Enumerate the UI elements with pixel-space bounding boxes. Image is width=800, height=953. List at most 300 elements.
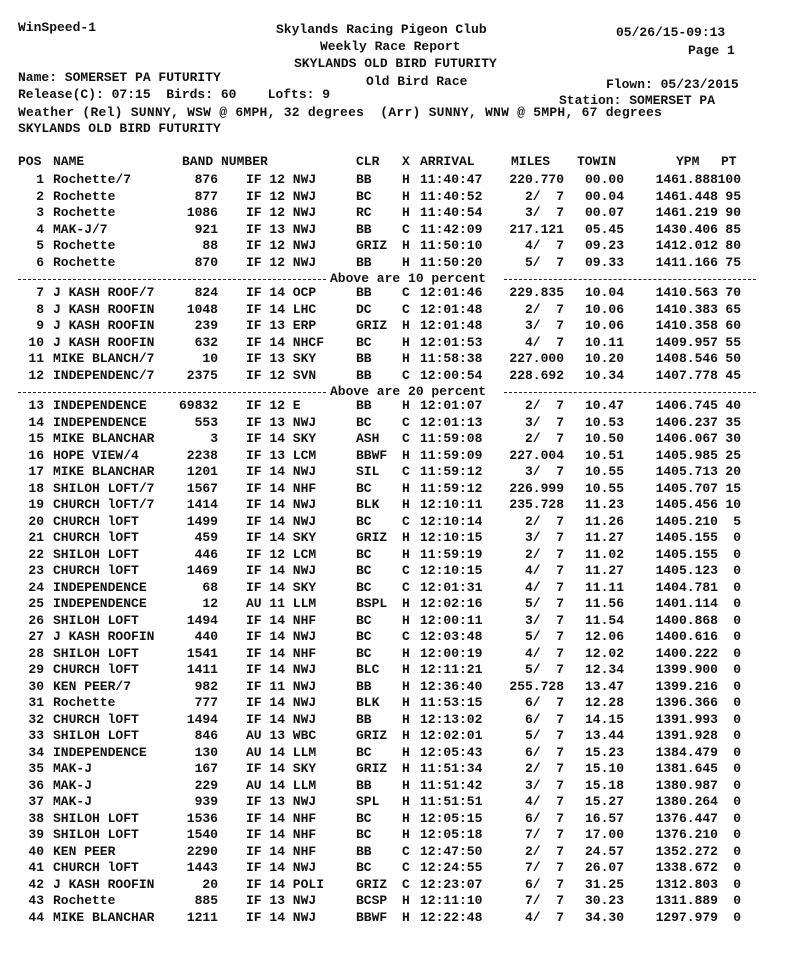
cell-arrival: 12:02:01 xyxy=(420,728,483,743)
cell-band: 1414 xyxy=(186,497,218,512)
table-row xyxy=(0,695,800,712)
cell-band2: AU 13 WBC xyxy=(246,728,317,743)
cell-x: H xyxy=(402,612,410,628)
cell-pos: 4 xyxy=(36,221,44,237)
cell-clr: BC xyxy=(356,612,372,628)
col-pos: POS xyxy=(18,154,42,169)
cell-band: 1469 xyxy=(186,563,218,578)
cell-x: H xyxy=(402,678,410,694)
cell-x: C xyxy=(402,629,410,644)
cell-pos: 25 xyxy=(28,596,44,611)
cell-pos: 5 xyxy=(36,238,44,253)
table-row xyxy=(0,728,800,745)
cell-towin: 15.18 xyxy=(584,777,624,793)
cell-band2: IF 14 NWJ xyxy=(246,629,317,644)
cell-towin: 11.23 xyxy=(584,497,624,512)
cell-band: 1211 xyxy=(186,909,218,925)
cell-band2: IF 12 SVN xyxy=(246,367,317,383)
cell-clr: BB xyxy=(356,678,372,694)
table-row xyxy=(0,285,800,302)
cell-band2: IF 14 SKY xyxy=(246,431,317,446)
cell-arrival: 11:40:47 xyxy=(420,172,483,187)
cell-pt: 55 xyxy=(725,334,741,350)
cell-ypm: 1400.222 xyxy=(655,645,718,661)
cell-ypm: 1405.210 xyxy=(655,513,718,529)
cell-pos: 6 xyxy=(36,254,44,270)
cell-arrival: 12:03:48 xyxy=(420,629,483,644)
cell-band: 459 xyxy=(194,530,218,545)
cell-pt: 0 xyxy=(733,860,741,875)
cell-clr: BC xyxy=(356,827,372,842)
cell-pt: 50 xyxy=(725,351,741,366)
cell-x: C xyxy=(402,367,410,383)
cell-band: 553 xyxy=(194,414,218,430)
cell-x: C xyxy=(402,513,410,529)
cell-pos: 31 xyxy=(28,695,44,710)
table-row xyxy=(0,580,800,597)
table-row xyxy=(0,351,800,368)
cell-towin: 11.54 xyxy=(584,612,624,628)
cell-name: INDEPENDENCE xyxy=(53,414,147,430)
cell-arrival: 11:51:51 xyxy=(420,794,483,809)
cell-band2: IF 13 NWJ xyxy=(246,893,317,908)
cell-band: 229 xyxy=(194,777,218,793)
cell-arrival: 11:50:20 xyxy=(420,254,483,270)
cell-clr: GRIZ xyxy=(356,530,388,545)
report-title: Weekly Race Report xyxy=(320,39,461,54)
cell-miles: 5/ 7 xyxy=(524,596,564,611)
cell-towin: 10.20 xyxy=(584,351,624,366)
cell-band: 1048 xyxy=(186,301,218,317)
cell-arrival: 12:36:40 xyxy=(420,678,483,694)
cell-band2: AU 14 LLM xyxy=(246,777,317,793)
cell-name: CHURCH lOFT xyxy=(53,711,139,727)
cell-miles: 6/ 7 xyxy=(524,810,564,826)
cell-towin: 10.11 xyxy=(584,334,624,350)
cell-towin: 11.27 xyxy=(584,563,624,578)
cell-pos: 28 xyxy=(28,645,44,661)
cell-band2: AU 11 LLM xyxy=(246,596,317,611)
cell-band: 12 xyxy=(202,596,218,611)
cell-ypm: 1410.563 xyxy=(655,285,718,300)
cell-ypm: 1376.210 xyxy=(655,827,718,842)
cell-towin: 13.44 xyxy=(584,728,624,743)
cell-arrival: 11:53:15 xyxy=(420,695,483,710)
col-ypm: YPM xyxy=(676,154,700,169)
cell-clr: BB xyxy=(356,367,372,383)
cell-ypm: 1380.264 xyxy=(655,794,718,809)
cell-pos: 38 xyxy=(28,810,44,826)
cell-pos: 9 xyxy=(36,318,44,333)
cell-x: C xyxy=(402,843,410,859)
cell-ypm: 1405.155 xyxy=(655,546,718,562)
cell-band: 1499 xyxy=(186,513,218,529)
cell-x: H xyxy=(402,695,410,710)
cell-clr: GRIZ xyxy=(356,876,388,892)
cell-arrival: 11:59:09 xyxy=(420,447,483,463)
cell-clr: GRIZ xyxy=(356,238,388,253)
cell-arrival: 12:10:15 xyxy=(420,530,483,545)
cell-pt: 0 xyxy=(733,596,741,611)
cell-clr: BB xyxy=(356,777,372,793)
cell-band2: IF 14 NHF xyxy=(246,612,317,628)
cell-clr: BC xyxy=(356,563,372,578)
cell-miles: 2/ 7 xyxy=(524,301,564,317)
cell-ypm: 1405.985 xyxy=(655,447,718,463)
cell-arrival: 11:51:42 xyxy=(420,777,483,793)
cell-ypm: 1311.889 xyxy=(655,893,718,908)
cell-arrival: 11:59:12 xyxy=(420,480,483,496)
cell-arrival: 12:01:53 xyxy=(420,334,483,350)
cell-arrival: 12:05:15 xyxy=(420,810,483,826)
cell-pt: 0 xyxy=(733,794,741,809)
cell-pos: 8 xyxy=(36,301,44,317)
cell-towin: 12.06 xyxy=(584,629,624,644)
cell-name: J KASH ROOFIN xyxy=(53,301,155,317)
cell-band2: IF 14 NWJ xyxy=(246,563,317,578)
race-type: Old Bird Race xyxy=(366,74,468,89)
cell-name: KEN PEER xyxy=(53,843,116,859)
cell-pt: 75 xyxy=(725,254,741,270)
cell-name: J KASH ROOFIN xyxy=(53,876,155,892)
cell-miles: 227.004 xyxy=(509,447,564,463)
cell-miles: 3/ 7 xyxy=(524,530,564,545)
cell-clr: SPL xyxy=(356,794,380,809)
cell-towin: 15.27 xyxy=(584,794,624,809)
cell-x: H xyxy=(402,662,410,677)
cell-ypm: 1404.781 xyxy=(655,579,718,595)
table-row xyxy=(0,431,800,448)
cell-name: MIKE BLANCH/7 xyxy=(53,351,155,366)
cell-band: 1411 xyxy=(186,662,218,677)
cell-name: SHILOH LOFT xyxy=(53,827,139,842)
cell-pt: 40 xyxy=(725,398,741,413)
cell-pt: 0 xyxy=(733,777,741,793)
cell-miles: 229.835 xyxy=(509,285,564,300)
cell-pt: 0 xyxy=(733,744,741,760)
separator-line-left xyxy=(18,392,326,393)
cell-arrival: 12:05:18 xyxy=(420,827,483,842)
cell-pos: 14 xyxy=(28,414,44,430)
cell-x: H xyxy=(402,480,410,496)
separator-line-right xyxy=(504,392,756,393)
cell-towin: 12.34 xyxy=(584,662,624,677)
cell-miles: 228.692 xyxy=(509,367,564,383)
cell-arrival: 12:01:13 xyxy=(420,414,483,430)
cell-ypm: 1411.166 xyxy=(655,254,718,270)
cell-band: 939 xyxy=(194,794,218,809)
col-x: X xyxy=(402,154,410,169)
cell-band2: IF 14 NWJ xyxy=(246,711,317,727)
table-row xyxy=(0,255,800,272)
cell-name: KEN PEER/7 xyxy=(53,678,132,694)
cell-x: H xyxy=(402,744,410,760)
cell-ypm: 1408.546 xyxy=(655,351,718,366)
cell-clr: BC xyxy=(356,546,372,562)
cell-towin: 10.51 xyxy=(584,447,624,463)
cell-band2: IF 14 NWJ xyxy=(246,513,317,529)
cell-pt: 45 xyxy=(725,367,741,383)
separator-line-right xyxy=(504,279,756,280)
cell-x: H xyxy=(402,254,410,270)
cell-name: MIKE BLANCHAR xyxy=(53,464,155,479)
percent-separator xyxy=(18,385,756,399)
cell-x: H xyxy=(402,205,410,220)
cell-pos: 3 xyxy=(36,205,44,220)
cell-arrival: 12:11:21 xyxy=(420,662,483,677)
cell-towin: 34.30 xyxy=(584,909,624,925)
cell-miles: 3/ 7 xyxy=(524,612,564,628)
cell-pos: 18 xyxy=(28,480,44,496)
cell-pt: 20 xyxy=(725,464,741,479)
percent-separator xyxy=(18,272,756,286)
cell-ypm: 1461.448 xyxy=(655,188,718,204)
cell-name: INDEPENDENCE xyxy=(53,398,147,413)
cell-pos: 33 xyxy=(28,728,44,743)
cell-ypm: 1409.957 xyxy=(655,334,718,350)
cell-pt: 95 xyxy=(725,188,741,204)
cell-name: Rochette/7 xyxy=(53,172,132,187)
col-clr: CLR xyxy=(356,154,380,169)
cell-ypm: 1399.900 xyxy=(655,662,718,677)
cell-pos: 1 xyxy=(36,172,44,187)
cell-band: 877 xyxy=(194,188,218,204)
cell-clr: BB xyxy=(356,172,372,187)
cell-pos: 35 xyxy=(28,761,44,776)
cell-ypm: 1376.447 xyxy=(655,810,718,826)
cell-band: 876 xyxy=(194,172,218,187)
cell-band2: IF 14 NWJ xyxy=(246,860,317,875)
table-row xyxy=(0,481,800,498)
cell-band2: IF 14 NWJ xyxy=(246,464,317,479)
table-row xyxy=(0,745,800,762)
cell-arrival: 12:01:46 xyxy=(420,285,483,300)
cell-pos: 17 xyxy=(28,464,44,479)
cell-arrival: 12:10:14 xyxy=(420,513,483,529)
cell-pt: 0 xyxy=(733,827,741,842)
table-row xyxy=(0,646,800,663)
cell-miles: 220.770 xyxy=(509,172,564,187)
cell-x: C xyxy=(402,563,410,578)
separator-label: Above are 10 percent xyxy=(330,272,487,286)
cell-pt: 0 xyxy=(733,645,741,661)
cell-pos: 32 xyxy=(28,711,44,727)
cell-arrival: 12:10:15 xyxy=(420,563,483,578)
cell-x: H xyxy=(402,447,410,463)
cell-x: H xyxy=(402,711,410,727)
cell-ypm: 1405.707 xyxy=(655,480,718,496)
cell-clr: BLK xyxy=(356,497,380,512)
cell-arrival: 12:22:48 xyxy=(420,909,483,925)
cell-miles: 3/ 7 xyxy=(524,777,564,793)
cell-x: H xyxy=(402,645,410,661)
col-towin: TOWIN xyxy=(577,154,617,169)
table-row xyxy=(0,368,800,385)
table-row xyxy=(0,712,800,729)
cell-miles: 2/ 7 xyxy=(524,843,564,859)
cell-pt: 30 xyxy=(725,431,741,446)
cell-x: H xyxy=(402,351,410,366)
cell-miles: 2/ 7 xyxy=(524,398,564,413)
report-datetime: 05/26/15-09:13 xyxy=(616,25,726,40)
table-row xyxy=(0,563,800,580)
cell-band2: IF 14 NHF xyxy=(246,827,317,842)
cell-pos: 11 xyxy=(28,351,44,366)
cell-x: H xyxy=(402,596,410,611)
cell-ypm: 1400.868 xyxy=(655,612,718,628)
cell-band: 130 xyxy=(194,744,218,760)
cell-pt: 90 xyxy=(725,205,741,220)
table-row xyxy=(0,530,800,547)
cell-clr: BC xyxy=(356,188,372,204)
cell-ypm: 1384.479 xyxy=(655,744,718,760)
cell-miles: 2/ 7 xyxy=(524,188,564,204)
cell-name: INDEPENDENC/7 xyxy=(53,367,155,383)
cell-pt: 0 xyxy=(733,893,741,908)
cell-arrival: 12:13:02 xyxy=(420,711,483,727)
table-row xyxy=(0,398,800,415)
cell-miles: 3/ 7 xyxy=(524,414,564,430)
cell-towin: 10.50 xyxy=(584,431,624,446)
cell-arrival: 12:01:48 xyxy=(420,318,483,333)
table-row xyxy=(0,778,800,795)
cell-pos: 10 xyxy=(28,334,44,350)
cell-band: 2238 xyxy=(186,447,218,463)
cell-band2: IF 14 SKY xyxy=(246,761,317,776)
table-row xyxy=(0,514,800,531)
cell-band: 3 xyxy=(210,431,218,446)
cell-pos: 37 xyxy=(28,794,44,809)
cell-ypm: 1405.123 xyxy=(655,563,718,578)
cell-pos: 24 xyxy=(28,579,44,595)
cell-band: 1494 xyxy=(186,612,218,628)
cell-towin: 10.06 xyxy=(584,318,624,333)
cell-name: J KASH ROOFIN xyxy=(53,318,155,333)
cell-x: C xyxy=(402,414,410,430)
cell-clr: BCSP xyxy=(356,893,388,908)
cell-clr: BB xyxy=(356,843,372,859)
program-name: WinSpeed-1 xyxy=(18,20,97,35)
cell-band: 20 xyxy=(202,876,218,892)
cell-pt: 0 xyxy=(733,678,741,694)
cell-towin: 10.55 xyxy=(584,464,624,479)
cell-x: H xyxy=(402,794,410,809)
cell-pos: 44 xyxy=(28,909,44,925)
cell-clr: BC xyxy=(356,645,372,661)
cell-towin: 15.23 xyxy=(584,744,624,760)
cell-band2: IF 13 NWJ xyxy=(246,221,317,237)
table-row xyxy=(0,172,800,189)
cell-towin: 11.56 xyxy=(584,596,624,611)
cell-towin: 15.10 xyxy=(584,761,624,776)
cell-name: Rochette xyxy=(53,238,116,253)
cell-clr: BB xyxy=(356,221,372,237)
cell-ypm: 1338.672 xyxy=(655,860,718,875)
cell-miles: 7/ 7 xyxy=(524,860,564,875)
cell-band2: IF 12 NWJ xyxy=(246,188,317,204)
cell-clr: BC xyxy=(356,810,372,826)
cell-arrival: 12:01:07 xyxy=(420,398,483,413)
cell-miles: 2/ 7 xyxy=(524,431,564,446)
cell-name: INDEPENDENCE xyxy=(53,596,147,611)
cell-band2: IF 12 NWJ xyxy=(246,172,317,187)
cell-pos: 16 xyxy=(28,447,44,463)
cell-miles: 255.728 xyxy=(509,678,564,694)
cell-pos: 43 xyxy=(28,893,44,908)
cell-name: CHURCH lOFT xyxy=(53,563,139,578)
col-name: NAME xyxy=(53,154,85,169)
cell-towin: 00.04 xyxy=(584,188,624,204)
cell-pt: 80 xyxy=(725,238,741,253)
table-row xyxy=(0,893,800,910)
table-row xyxy=(0,318,800,335)
cell-miles: 7/ 7 xyxy=(524,827,564,842)
cell-towin: 09.33 xyxy=(584,254,624,270)
cell-band2: IF 14 OCP xyxy=(246,285,317,300)
cell-pt: 5 xyxy=(733,513,741,529)
cell-ypm: 1399.216 xyxy=(655,678,718,694)
race-title: SKYLANDS OLD BIRD FUTURITY xyxy=(294,56,497,71)
club-name: Skylands Racing Pigeon Club xyxy=(276,22,487,37)
table-row xyxy=(0,794,800,811)
table-row xyxy=(0,596,800,613)
cell-band2: IF 12 NWJ xyxy=(246,238,317,253)
cell-miles: 3/ 7 xyxy=(524,205,564,220)
cell-band: 440 xyxy=(194,629,218,644)
cell-clr: ASH xyxy=(356,431,380,446)
table-row xyxy=(0,497,800,514)
cell-ypm: 1380.987 xyxy=(655,777,718,793)
table-row xyxy=(0,238,800,255)
cell-arrival: 11:59:19 xyxy=(420,546,483,562)
cell-towin: 00.00 xyxy=(584,172,624,187)
cell-clr: BC xyxy=(356,629,372,644)
table-row xyxy=(0,761,800,778)
cell-band2: IF 14 NWJ xyxy=(246,497,317,512)
col-pt: PT xyxy=(721,154,737,169)
cell-x: H xyxy=(402,728,410,743)
cell-towin: 24.57 xyxy=(584,843,624,859)
cell-ypm: 1312.803 xyxy=(655,876,718,892)
cell-miles: 6/ 7 xyxy=(524,695,564,710)
cell-x: H xyxy=(402,530,410,545)
cell-miles: 5/ 7 xyxy=(524,629,564,644)
table-row xyxy=(0,613,800,630)
cell-pos: 23 xyxy=(28,563,44,578)
cell-name: MIKE BLANCHAR xyxy=(53,909,155,925)
cell-pos: 12 xyxy=(28,367,44,383)
cell-ypm: 1396.366 xyxy=(655,695,718,710)
cell-name: INDEPENDENCE xyxy=(53,744,147,760)
column-headers xyxy=(0,154,800,171)
cell-arrival: 12:10:11 xyxy=(420,497,483,512)
cell-band2: AU 14 LLM xyxy=(246,744,317,760)
cell-ypm: 1410.358 xyxy=(655,318,718,333)
cell-pt: 35 xyxy=(725,414,741,430)
cell-clr: BB xyxy=(356,351,372,366)
table-row xyxy=(0,415,800,432)
cell-band2: IF 14 NWJ xyxy=(246,662,317,677)
cell-pt: 0 xyxy=(733,728,741,743)
cell-band: 1201 xyxy=(186,464,218,479)
cell-pos: 15 xyxy=(28,431,44,446)
cell-miles: 4/ 7 xyxy=(524,909,564,925)
cell-band: 88 xyxy=(202,238,218,253)
table-row xyxy=(0,222,800,239)
cell-ypm: 1405.456 xyxy=(655,497,718,512)
cell-pos: 2 xyxy=(36,188,44,204)
cell-towin: 11.26 xyxy=(584,513,624,529)
